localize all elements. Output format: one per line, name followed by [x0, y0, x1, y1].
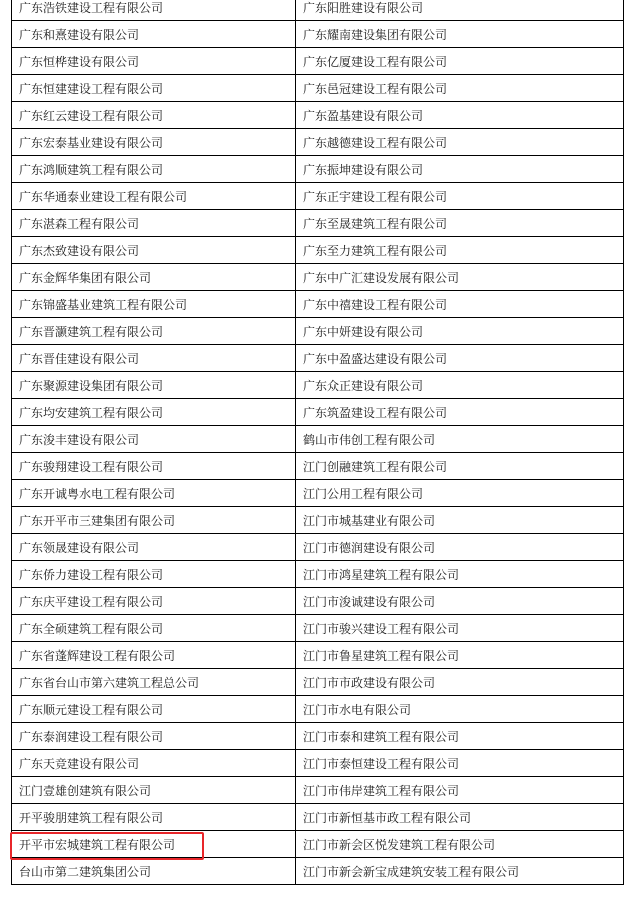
table-row [12, 480, 624, 507]
company-name-cell-right: 江门市新恒基市政工程有限公司 [296, 804, 624, 831]
company-name-cell-right: 江门市泰恒建设工程有限公司 [296, 750, 624, 777]
company-name-cell-right: 江门公用工程有限公司 [296, 480, 624, 507]
company-name-cell-left: 广东红云建设工程有限公司 [12, 102, 296, 129]
company-name-cell-right: 广东正宇建设工程有限公司 [296, 183, 624, 210]
table-row [12, 183, 624, 210]
company-name-cell-left: 广东开诚粤水电工程有限公司 [12, 480, 296, 507]
company-name-cell-right: 广东中盈盛达建设有限公司 [296, 345, 624, 372]
company-name-cell-left: 广东顺元建设工程有限公司 [12, 696, 296, 723]
table-row [12, 102, 624, 129]
table-row [12, 642, 624, 669]
table-row [12, 399, 624, 426]
company-name-cell-right: 江门市市政建设有限公司 [296, 669, 624, 696]
company-name-cell-left: 广东湛森工程有限公司 [12, 210, 296, 237]
company-name-cell-left: 广东锦盛基业建筑工程有限公司 [12, 291, 296, 318]
table-row [12, 777, 624, 804]
company-name-cell-left: 广东恒桦建设有限公司 [12, 48, 296, 75]
table-row [12, 0, 624, 21]
company-table-body [12, 0, 624, 885]
table-row [12, 453, 624, 480]
table-row [12, 561, 624, 588]
company-name-cell-left: 开平市宏城建筑工程有限公司 [12, 831, 296, 858]
company-name-cell-right: 广东中广汇建设发展有限公司 [296, 264, 624, 291]
company-name-cell-right: 广东中禧建设工程有限公司 [296, 291, 624, 318]
table-row [12, 426, 624, 453]
company-name-cell-right: 广东阳胜建设有限公司 [296, 0, 624, 21]
company-name-cell-left: 台山市第二建筑集团公司 [12, 858, 296, 885]
company-name-cell-left: 广东浩铁建设工程有限公司 [12, 0, 296, 21]
table-row [12, 831, 624, 858]
company-name-cell-left: 广东鸿顺建筑工程有限公司 [12, 156, 296, 183]
company-name-cell-left: 广东晋灏建筑工程有限公司 [12, 318, 296, 345]
company-name-cell-right: 广东筑盈建设工程有限公司 [296, 399, 624, 426]
table-row [12, 750, 624, 777]
company-name-cell-right: 江门市德润建设有限公司 [296, 534, 624, 561]
company-name-cell-left: 广东全硕建筑工程有限公司 [12, 615, 296, 642]
company-table [11, 0, 624, 885]
company-name-cell-right: 江门创融建筑工程有限公司 [296, 453, 624, 480]
table-row [12, 669, 624, 696]
company-name-cell-right: 广东振坤建设有限公司 [296, 156, 624, 183]
company-name-cell-right: 江门市浚诚建设有限公司 [296, 588, 624, 615]
company-name-cell-right: 鹤山市伟创工程有限公司 [296, 426, 624, 453]
company-name-cell-left: 广东省蓬辉建设工程有限公司 [12, 642, 296, 669]
company-name-cell-left: 广东和熹建设有限公司 [12, 21, 296, 48]
company-name-cell-left: 广东天竞建设有限公司 [12, 750, 296, 777]
company-name-cell-left: 广东聚源建设集团有限公司 [12, 372, 296, 399]
company-name-cell-left: 广东晋佳建设有限公司 [12, 345, 296, 372]
table-row [12, 129, 624, 156]
table-row [12, 372, 624, 399]
company-name-cell-right: 广东至晟建筑工程有限公司 [296, 210, 624, 237]
company-name-cell-left: 广东领晟建设有限公司 [12, 534, 296, 561]
company-name-cell-right: 广东亿厦建设工程有限公司 [296, 48, 624, 75]
company-name-cell-right: 江门市城基建业有限公司 [296, 507, 624, 534]
table-row [12, 21, 624, 48]
company-name-cell-left: 广东金辉华集团有限公司 [12, 264, 296, 291]
company-name-cell-right: 广东众正建设有限公司 [296, 372, 624, 399]
company-name-cell-left: 广东均安建筑工程有限公司 [12, 399, 296, 426]
company-name-cell-right: 江门市伟岸建筑工程有限公司 [296, 777, 624, 804]
company-name-cell-left: 广东华通泰业建设工程有限公司 [12, 183, 296, 210]
company-name-cell-left: 江门壹雄创建筑有限公司 [12, 777, 296, 804]
company-name-cell-right: 广东邑冠建设工程有限公司 [296, 75, 624, 102]
table-row [12, 156, 624, 183]
company-name-cell-right: 江门市骏兴建设工程有限公司 [296, 615, 624, 642]
company-name-cell-left: 广东开平市三建集团有限公司 [12, 507, 296, 534]
table-row [12, 507, 624, 534]
company-name-cell-right: 广东中妍建设有限公司 [296, 318, 624, 345]
company-name-cell-right: 江门市泰和建筑工程有限公司 [296, 723, 624, 750]
company-name-cell-left: 广东泰润建设工程有限公司 [12, 723, 296, 750]
company-name-cell-right: 广东至力建筑工程有限公司 [296, 237, 624, 264]
company-name-cell-left: 广东省台山市第六建筑工程总公司 [12, 669, 296, 696]
table-row [12, 534, 624, 561]
table-row [12, 615, 624, 642]
table-row [12, 237, 624, 264]
company-name-cell-left: 广东杰致建设有限公司 [12, 237, 296, 264]
table-row [12, 264, 624, 291]
company-name-cell-right: 广东越德建设工程有限公司 [296, 129, 624, 156]
table-row [12, 345, 624, 372]
table-row [12, 75, 624, 102]
company-name-cell-left: 广东恒建建设工程有限公司 [12, 75, 296, 102]
company-name-cell-left: 广东骏翔建设工程有限公司 [12, 453, 296, 480]
company-name-cell-left: 广东浚丰建设有限公司 [12, 426, 296, 453]
table-row [12, 210, 624, 237]
company-name-cell-right: 广东耀南建设集团有限公司 [296, 21, 624, 48]
table-row-highlighted [12, 804, 624, 831]
table-row [12, 858, 624, 885]
table-row [12, 48, 624, 75]
company-name-cell-left: 开平骏朋建筑工程有限公司 [12, 804, 296, 831]
company-name-cell-right: 广东盈基建设有限公司 [296, 102, 624, 129]
table-row [12, 318, 624, 345]
company-name-cell-right: 江门市鲁星建筑工程有限公司 [296, 642, 624, 669]
table-row [12, 723, 624, 750]
company-name-cell-right: 江门市水电有限公司 [296, 696, 624, 723]
table-row [12, 588, 624, 615]
company-name-cell-left: 广东庆平建设工程有限公司 [12, 588, 296, 615]
table-row [12, 696, 624, 723]
company-name-cell-left: 广东侨力建设工程有限公司 [12, 561, 296, 588]
table-row [12, 291, 624, 318]
company-name-cell-right: 江门市新会区悦发建筑工程有限公司 [296, 831, 624, 858]
company-name-cell-left: 广东宏泰基业建设有限公司 [12, 129, 296, 156]
company-name-cell-right: 江门市鸿星建筑工程有限公司 [296, 561, 624, 588]
company-name-cell-right: 江门市新会新宝成建筑安装工程有限公司 [296, 858, 624, 885]
